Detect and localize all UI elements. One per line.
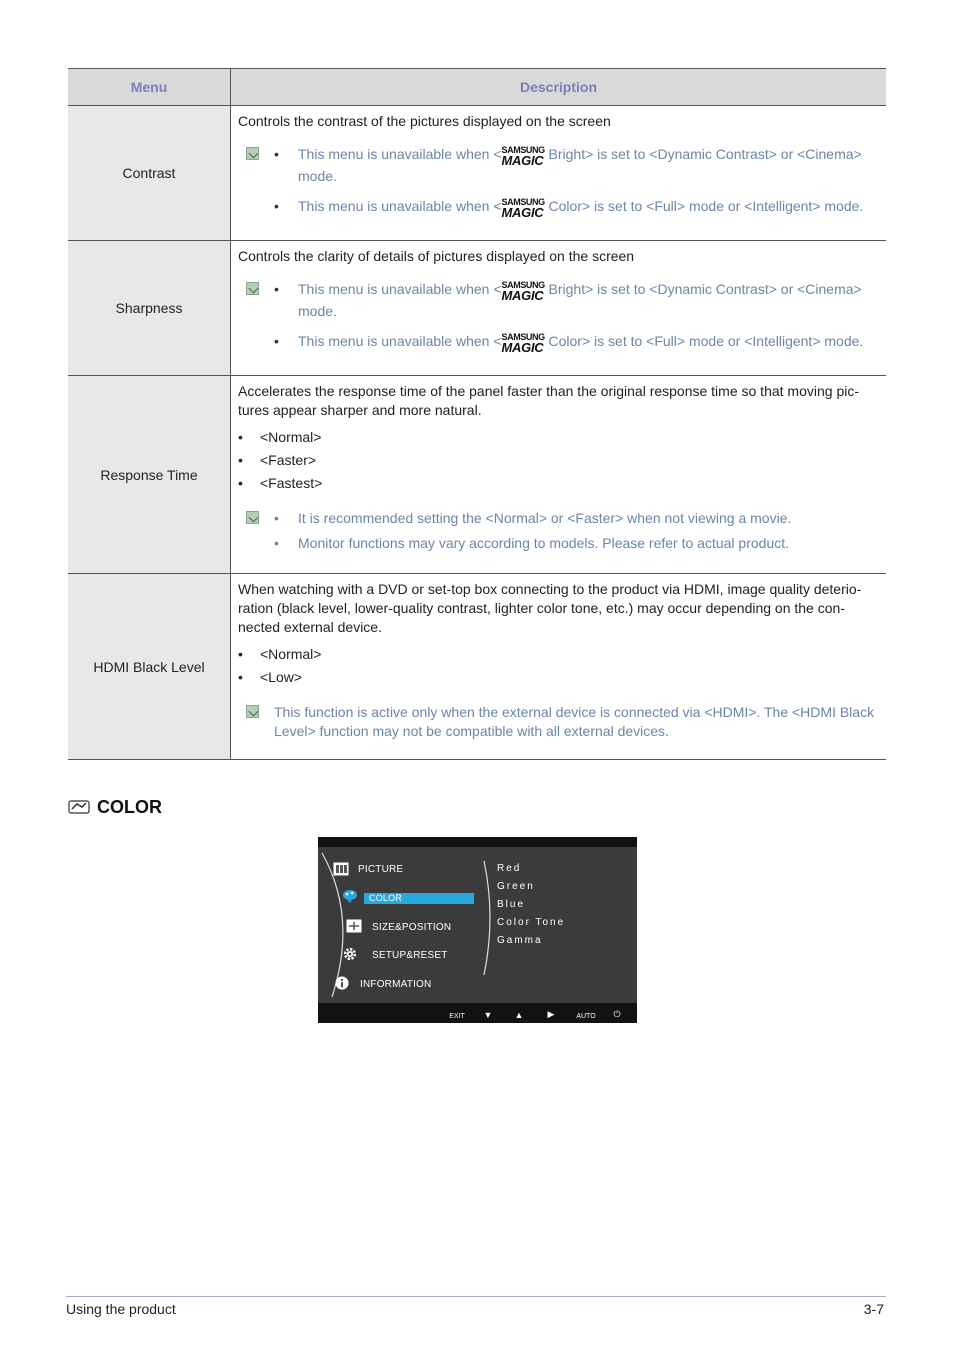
color-palette-hand-icon <box>68 799 90 815</box>
note-item: • This menu is unavailable when < SAMSUNG MAGIC Bright> is set to <Dynamic Contrast> or <Cinema> mode. <box>274 280 876 321</box>
osd-submenu-red[interactable]: Red <box>497 863 522 874</box>
note-icon <box>246 282 259 295</box>
picture-icon <box>333 862 349 876</box>
samsung-magic-logo: SAMSUNG MAGIC <box>501 280 545 303</box>
note-text: This function is active only when the external device is connected via <HDMI>. The <HDMI Black Level> function may not be compatible with all external devices. <box>274 704 875 739</box>
description-cell <box>231 376 887 574</box>
samsung-magic-logo: SAMSUNG MAGIC <box>501 197 545 220</box>
osd-menu-item-picture[interactable]: PICTURE <box>358 864 404 875</box>
option-item: • <Normal> <box>238 428 876 447</box>
option-item: • <Fastest> <box>238 474 876 493</box>
row-response-time <box>68 376 886 574</box>
osd-submenu-blue[interactable]: Blue <box>497 899 526 910</box>
menu-cell: Response Time <box>68 376 231 574</box>
description-cell <box>231 574 887 760</box>
header-menu: Menu <box>68 69 231 106</box>
description-cell <box>231 241 887 376</box>
osd-button-bar <box>318 1003 637 1023</box>
note-block <box>238 703 876 741</box>
section-title: COLOR <box>97 796 162 817</box>
row-hdmi-black-level <box>68 574 886 760</box>
samsung-magic-logo: SAMSUNG MAGIC <box>501 332 545 355</box>
menu-cell: Contrast <box>68 106 231 241</box>
osd-power-button[interactable]: ⏻ <box>613 1009 621 1019</box>
header-description: Description <box>231 69 887 106</box>
description-text: Controls the clarity of details of pictures displayed on the screen <box>238 248 635 264</box>
row-contrast <box>68 106 886 241</box>
note-item: • This menu is unavailable when < SAMSUNG MAGIC Bright> is set to <Dynamic Contrast> or <Cinema> mode. <box>274 145 876 186</box>
osd-exit-button[interactable]: EXIT <box>449 1013 465 1020</box>
color-icon <box>342 889 358 903</box>
note-item: • This menu is unavailable when < SAMSUNG MAGIC Color> is set to <Full> mode or <Intelligent> mode. <box>274 197 876 219</box>
osd-menu-item-setup-reset[interactable]: SETUP&RESET <box>372 950 448 961</box>
option-item: • <Faster> <box>238 451 876 470</box>
note-item: • Monitor functions may vary according to models. Please refer to actual product. <box>274 534 876 553</box>
note-item: • It is recommended setting the <Normal> or <Faster> when not viewing a movie. <box>274 509 876 528</box>
osd-submenu-color-tone[interactable]: Color Tone <box>497 917 566 928</box>
osd-menu-item-information[interactable]: INFORMATION <box>360 979 432 990</box>
section-heading <box>68 795 162 819</box>
info-icon <box>334 976 350 990</box>
osd-top-bar <box>318 837 637 847</box>
osd-menu-item-color[interactable]: COLOR <box>369 893 403 903</box>
note-icon <box>246 705 259 718</box>
menu-cell: HDMI Black Level <box>68 574 231 760</box>
option-item: • <Low> <box>238 668 876 687</box>
description-cell <box>231 106 887 241</box>
osd-auto-button[interactable]: AUTO <box>576 1013 596 1020</box>
footer-divider <box>66 1296 886 1297</box>
note-block <box>238 145 876 219</box>
menu-cell: Sharpness <box>68 241 231 376</box>
osd-down-button[interactable]: ▼ <box>483 1010 493 1020</box>
size-position-icon <box>346 919 362 933</box>
osd-enter-button[interactable]: ▶ <box>547 1009 555 1019</box>
note-icon <box>246 511 259 524</box>
osd-submenu-green[interactable]: Green <box>497 881 535 892</box>
samsung-magic-logo: SAMSUNG MAGIC <box>501 145 545 168</box>
description-text: Controls the contrast of the pictures displayed on the screen <box>238 113 611 129</box>
gear-icon <box>342 947 358 961</box>
note-icon <box>246 147 259 160</box>
osd-up-button[interactable]: ▲ <box>514 1010 524 1020</box>
note-item: • This menu is unavailable when < SAMSUNG MAGIC Color> is set to <Full> mode or <Intelligent> mode. <box>274 332 876 354</box>
description-text: When watching with a DVD or set-top box connecting to the product via HDMI, image quality deterio-ration (black level, lower-quality contrast, lighter color tone, etc.) may occur depending on the con-nected external device. <box>238 581 862 635</box>
note-block <box>238 509 876 553</box>
footer-section-title: Using the product <box>66 1301 176 1317</box>
row-sharpness <box>68 241 886 376</box>
osd-submenu-gamma[interactable]: Gamma <box>497 935 543 946</box>
page-number: 3-7 <box>863 1301 884 1317</box>
menu-description-table <box>68 68 886 760</box>
osd-menu-item-size-position[interactable]: SIZE&POSITION <box>372 922 452 933</box>
option-item: • <Normal> <box>238 645 876 664</box>
description-text: Accelerates the response time of the panel faster than the original response time so that moving pic-tures appear sharper and more natural. <box>238 383 860 418</box>
osd-menu-screenshot <box>318 837 637 1023</box>
note-block <box>238 280 876 354</box>
